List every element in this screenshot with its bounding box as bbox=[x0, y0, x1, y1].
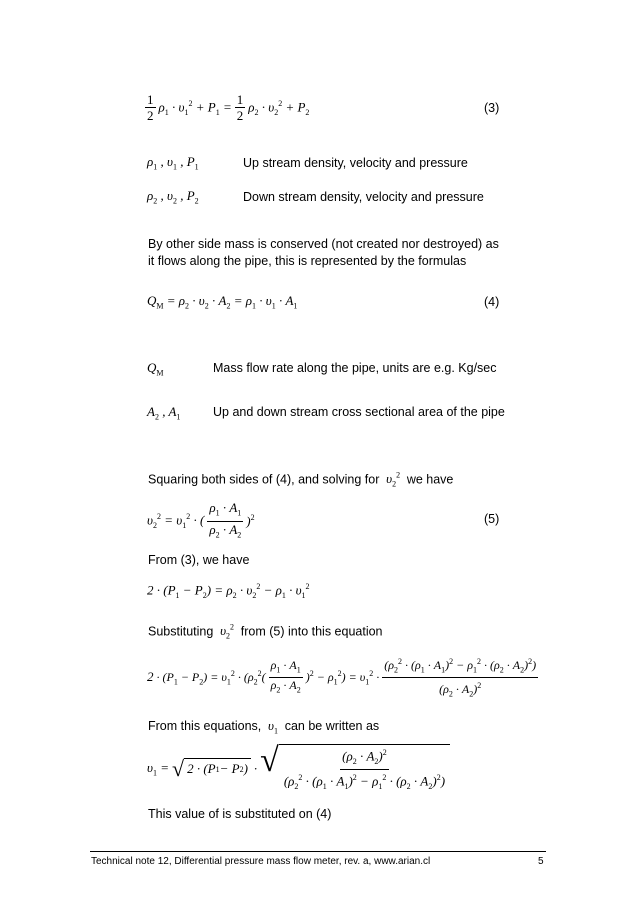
equation-3-number: (3) bbox=[484, 101, 500, 115]
paragraph-from-3: From (3), we have bbox=[148, 553, 250, 567]
def1-symbols: $\rho_1$ , $\upsilon_1$ , $P_1$ bbox=[147, 154, 199, 172]
def4-text: Up and down stream cross sectional area of the pipe bbox=[213, 405, 505, 419]
equation-3: $\frac{1}{2}$ $\rho_1 \cdot \upsilon_1^2 + P_1$ = $\frac{1}{2}$ $\rho_2 \cdot \upsilon_2^2 + P_2$ bbox=[147, 92, 310, 123]
paragraph-from-this: From this equations, $\upsilon_1$ can be written as bbox=[148, 718, 380, 736]
def2-text: Down stream density, velocity and pressure bbox=[243, 190, 484, 204]
equation-4: $Q_M = \rho_2 \cdot \upsilon_2 \cdot A_2 = \rho_1 \cdot \upsilon_1 \cdot A_1$ bbox=[147, 293, 298, 311]
paragraph-squaring: Squaring both sides of (4), and solving for $\upsilon_2^2$ we have bbox=[148, 471, 454, 489]
equation-velocity: $\upsilon_1$ = √ 2 · (P 1 − P 2 ) · √ $\frac{(\rho_2 \cdot A_2)^2}{(\rho_2^2 \cdot (\rho_1 \cdot A_1)^2 - \rho_1^2 \cdot (\rho_2 \cdot A_2)^2)}$ bbox=[147, 744, 450, 794]
def4-symbols: $A_2$ , $A_1$ bbox=[147, 404, 181, 422]
paragraph-substituting: Substituting $\upsilon_2^2$ from (5) into this equation bbox=[148, 623, 383, 641]
def3-text: Mass flow rate along the pipe, units are e.g. Kg/sec bbox=[213, 361, 497, 375]
equation-5: $\upsilon_2^2 = \upsilon_1^2$ · ( $\frac{\rho_1 \cdot A_1}{\rho_2 \cdot A_2}$ )$^2$ bbox=[147, 500, 255, 540]
equation-substituted: $2 \cdot (P_1 - P_2) = \upsilon_1^2 \cdot (\rho_2^2$( $\frac{\rho_1 \cdot A_1}{\rho_2 \cdot A_2}$ )$^2 - \rho_1^2) = \upsilon_1^2$ · $\frac{(\rho_2^2 \cdot (\rho_1 \cdot A_1)^2 - \rho_1^2 \cdot (\rho_2 \cdot A_2)^2)}{(\rho_2 \cdot A_2)^2}$ bbox=[147, 654, 538, 702]
def3-symbol: $Q_M$ bbox=[147, 360, 164, 378]
footer-rule bbox=[90, 851, 546, 852]
page-number: 5 bbox=[538, 856, 544, 867]
footer-text: Technical note 12, Differential pressure mass flow meter, rev. a, www.arian.cl bbox=[91, 856, 431, 867]
sqrt-fraction: √ $\frac{(\rho_2 \cdot A_2)^2}{(\rho_2^2 \cdot (\rho_1 \cdot A_1)^2 - \rho_1^2 \cdot (\rho_2 \cdot A_2)^2)}$ bbox=[260, 744, 450, 794]
sqrt-pressure: √ 2 · (P 1 − P 2 ) bbox=[172, 758, 251, 780]
equation-5-number: (5) bbox=[484, 512, 500, 526]
paragraph-mass-conserved: By other side mass is conserved (not created nor destroyed) as it flows along the pipe, this is represented by the formulas bbox=[148, 237, 499, 268]
def1-text: Up stream density, velocity and pressure bbox=[243, 156, 468, 170]
equation-from-3: $2 \cdot (P_1 - P_2) = \rho_2 \cdot \upsilon_2^2 - \rho_1 \cdot \upsilon_1^2$ bbox=[147, 582, 310, 600]
equation-4-number: (4) bbox=[484, 295, 500, 309]
def2-symbols: $\rho_2$ , $\upsilon_2$ , $P_2$ bbox=[147, 188, 199, 206]
paragraph-substituted-on-4: This value of is substituted on (4) bbox=[148, 807, 332, 821]
